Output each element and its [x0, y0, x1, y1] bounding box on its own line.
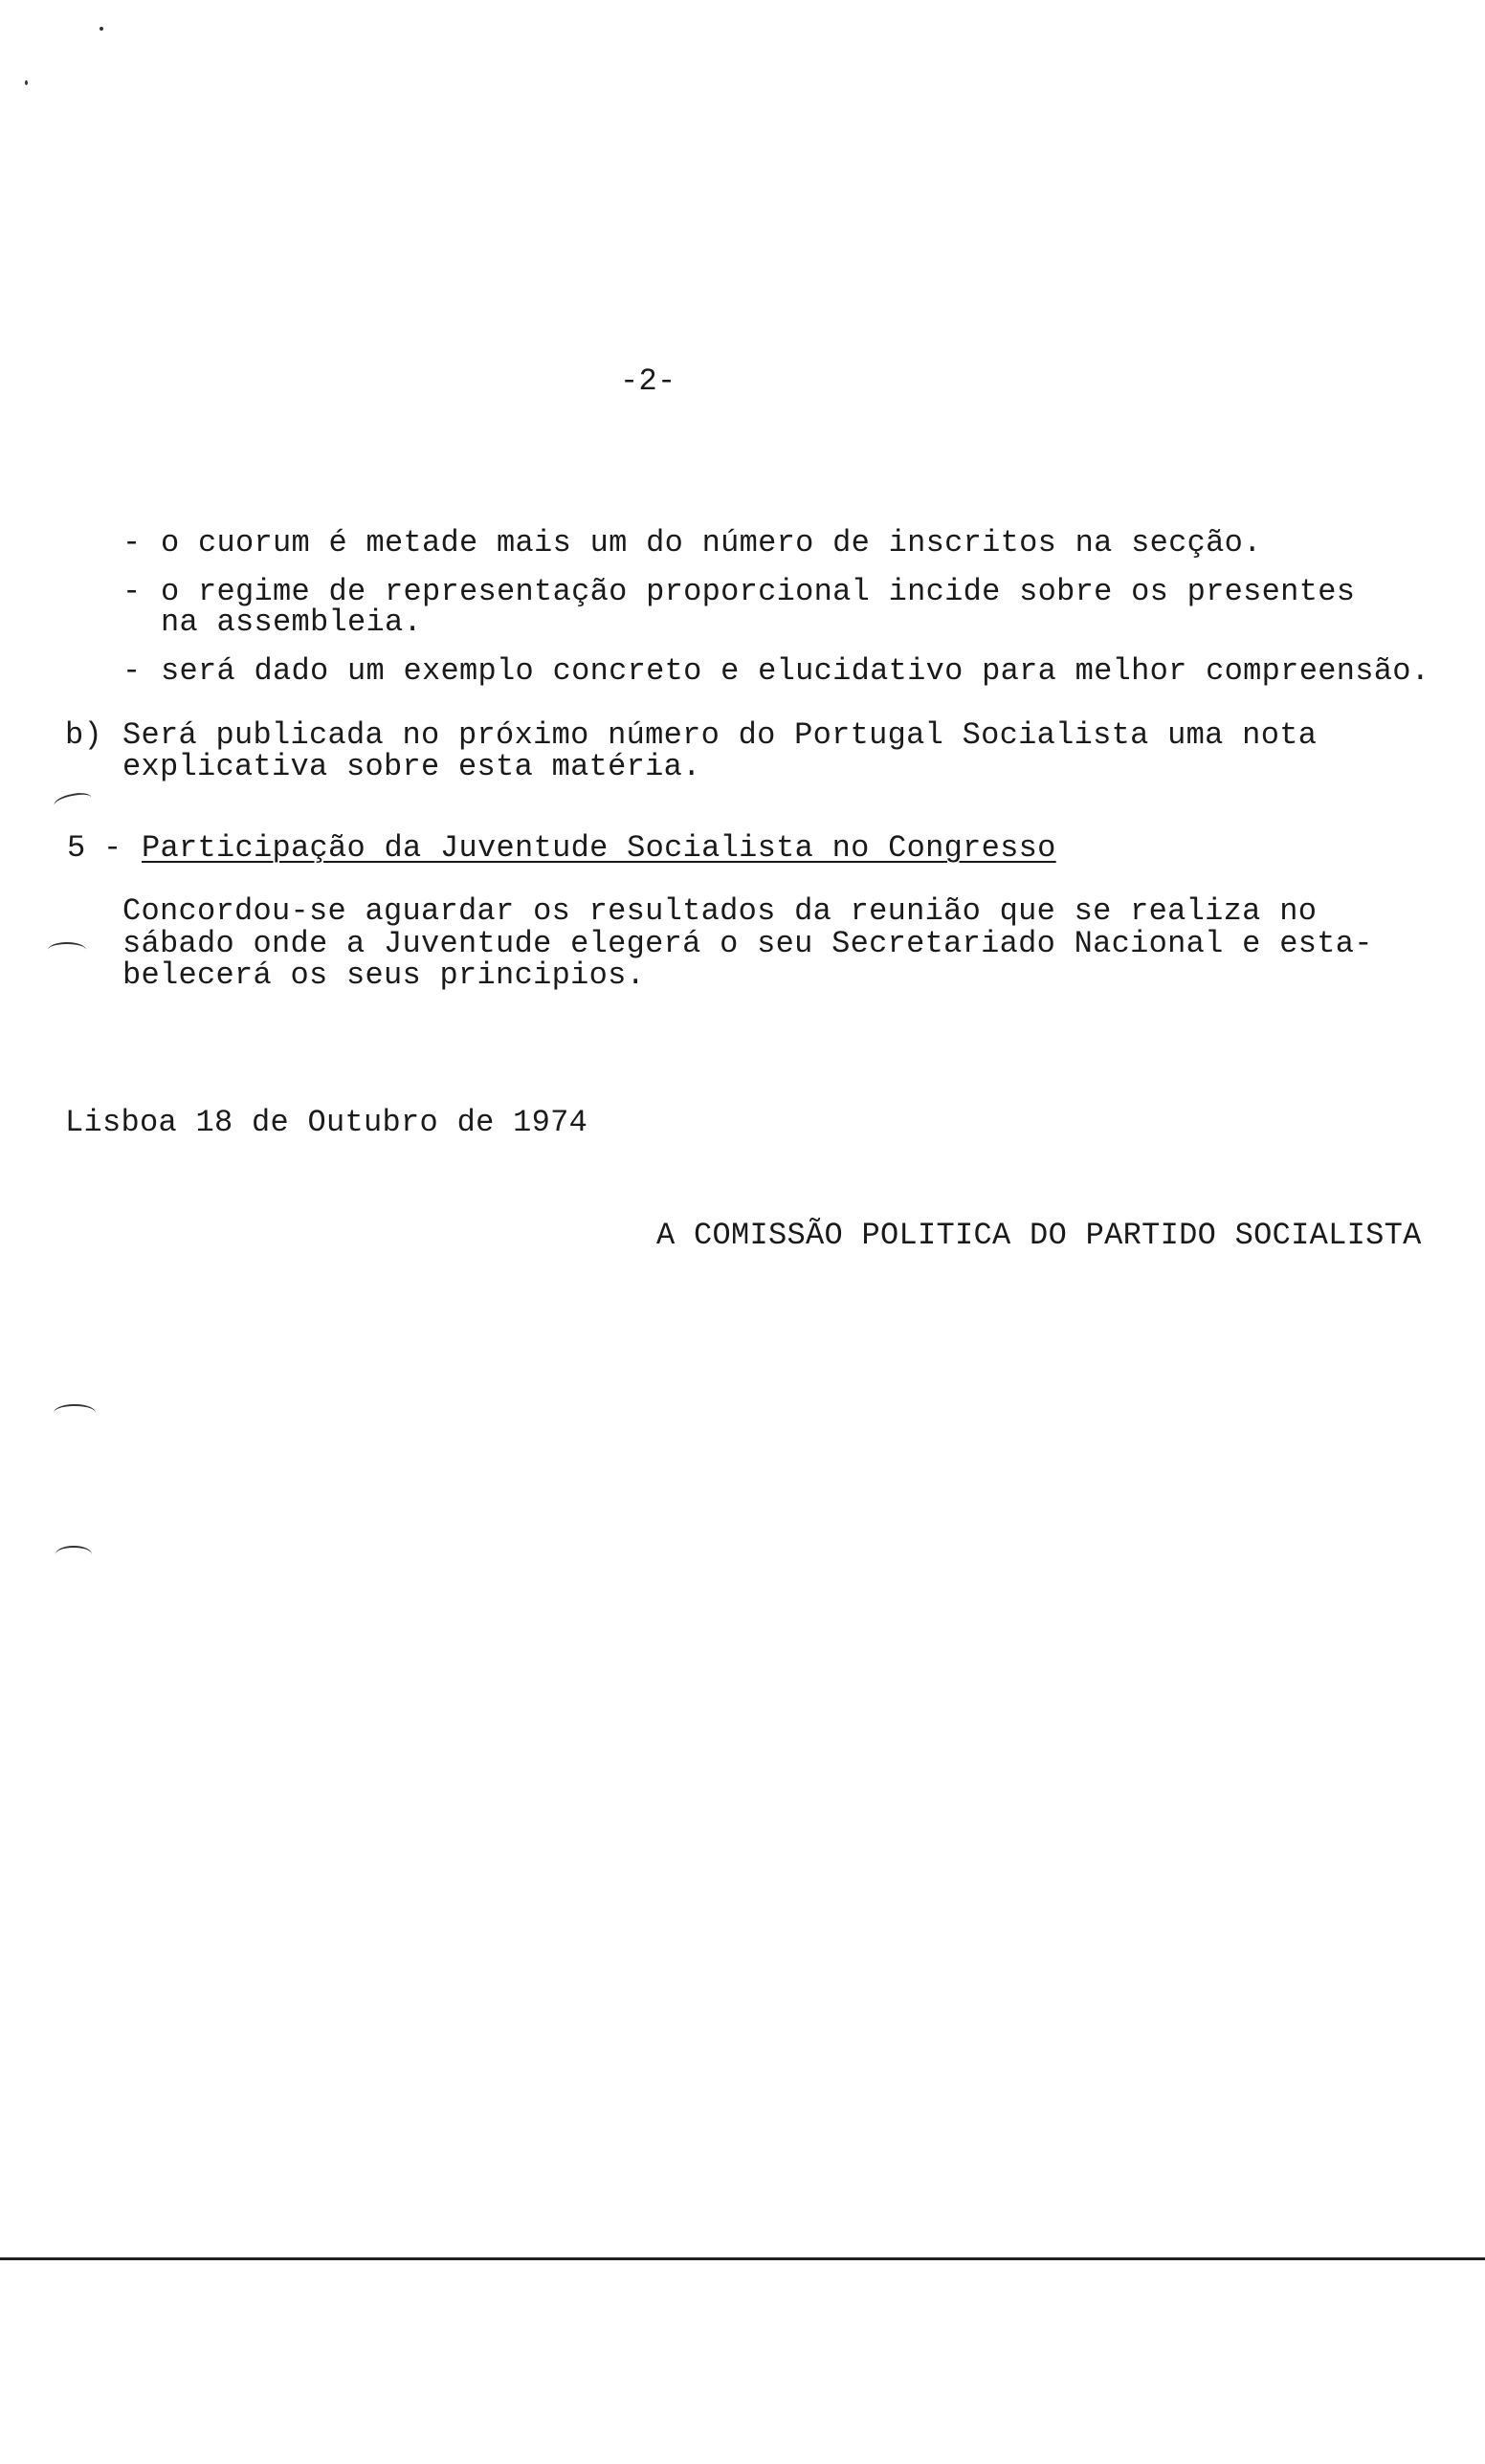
date-line: Lisboa 18 de Outubro de 1974 [65, 1105, 588, 1140]
bullet-text-continued: na assembleia. [161, 605, 423, 640]
margin-mark [53, 790, 93, 813]
item-marker: b) [65, 717, 103, 753]
section-body-line: belecerá os seus principios. [122, 957, 646, 993]
section-number: 5 [67, 830, 86, 866]
bottom-rule [0, 2257, 1485, 2260]
section-dash: - [103, 830, 122, 866]
section-body-line: sábado onde a Juventude elegerá o seu Secretariado Nacional e esta- [122, 926, 1373, 961]
bullet-dash: - [122, 574, 142, 609]
item-text-continued: explicativa sobre esta matéria. [122, 749, 701, 784]
margin-mark [48, 942, 86, 957]
bullet-text: o cuorum é metade mais um do número de inscritos na secção. [161, 525, 1262, 561]
bullet-text: será dado um exemplo concreto e elucidativo para melhor compreensão. [161, 653, 1430, 689]
section-body-line: Concordou-se aguardar os resultados da reunião que se realiza no [122, 893, 1318, 929]
section-heading: Participação da Juventude Socialista no Congresso [142, 830, 1056, 866]
bullet-dash: - [122, 653, 142, 689]
page-number: -2- [620, 363, 676, 399]
bullet-text: o regime de representação proporcional incide sobre os presentes [161, 574, 1356, 609]
scan-speck [100, 27, 103, 31]
margin-mark [55, 1546, 92, 1563]
signature-line: A COMISSÃO POLITICA DO PARTIDO SOCIALISTA [656, 1218, 1422, 1253]
margin-mark [54, 1404, 96, 1421]
bullet-dash: - [122, 525, 142, 561]
scan-speck [25, 80, 28, 85]
item-text: Será publicada no próximo número do Portugal Socialista uma nota [122, 717, 1318, 753]
